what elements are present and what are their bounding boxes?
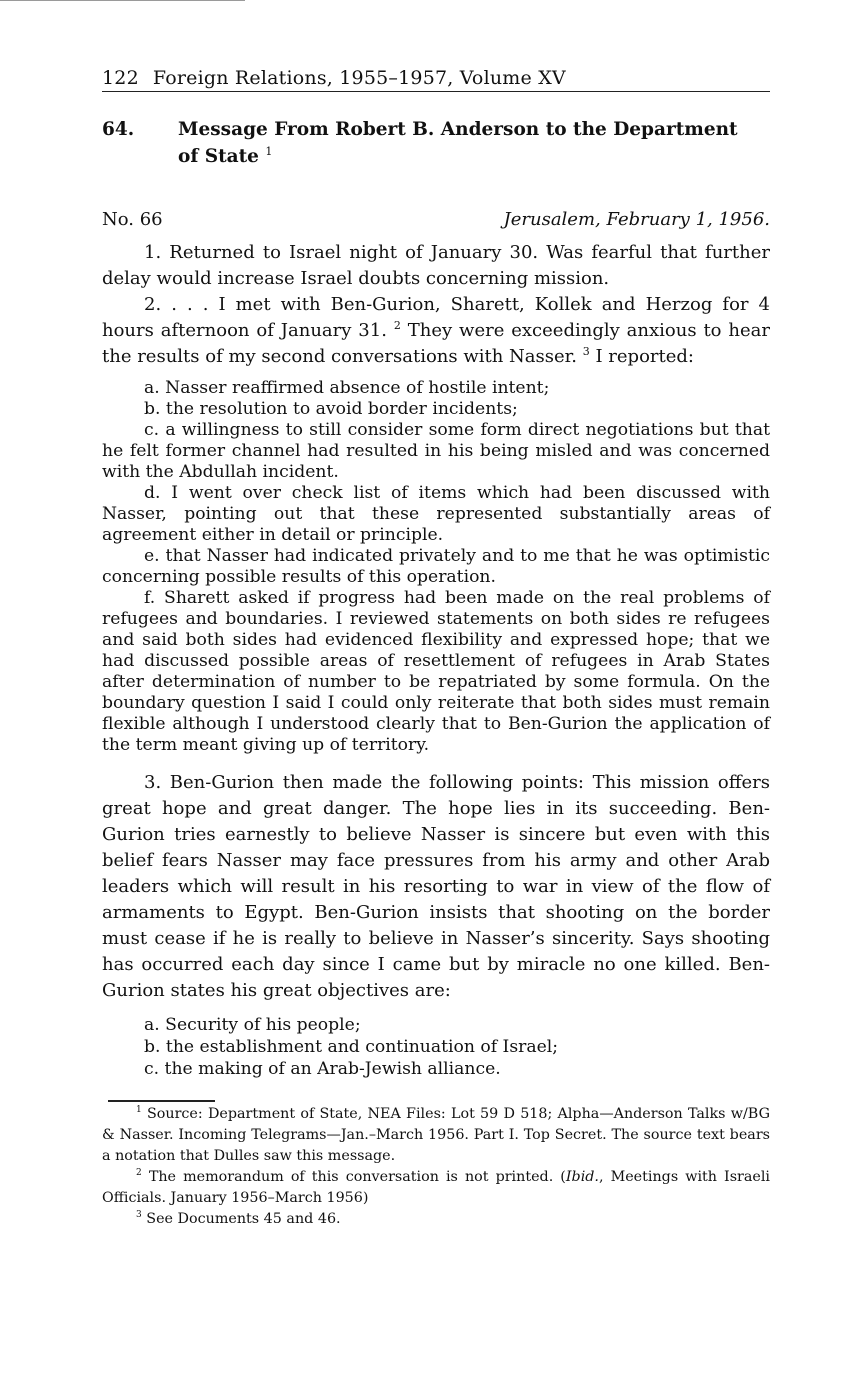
document-title-text: Message From Robert B. Anderson to the Department of State	[178, 119, 738, 167]
document-title	[178, 116, 758, 170]
running-head	[102, 66, 770, 92]
footnote-mark-1: 1	[136, 1104, 142, 1115]
list-item: a. Security of his people;	[144, 1015, 361, 1035]
paragraph-2-text-a: 2. . . . I met with Ben-Gurion, Sharett, Kollek and Herzog for 4 hours afternoon of January 31.	[102, 294, 770, 341]
footnote-divider	[108, 1100, 215, 1102]
footnote-mark-3: 3	[136, 1209, 142, 1220]
paragraph-3: 3. Ben-Gurion then made the following points: This mission offers great hope and great danger. The hope lies in its succeeding. Ben-Gurion tries earnestly to believe Nasser is sincere but even with this belief fears Nasser may face pressures from his army and other Arab leaders which will result in his resorting to war in view of the flow of armaments to Egypt. Ben-Gurion insists that shooting on the border must cease if he is really to believe in Nasser’s sincerity. Says shooting has occurred each day since I came but by miracle no one killed. Ben-Gurion states his great objectives are:	[102, 772, 770, 1001]
document-number: 64.	[102, 119, 135, 140]
series-title: Foreign Relations, 1955–1957, Volume XV	[152, 67, 566, 89]
list-item: d. I went over check list of items which had been discussed with Nasser, pointing out that these represented substantially areas of agreement either in detail or principle.	[102, 483, 770, 545]
footnote-ref-1: 1	[265, 144, 273, 158]
paragraph-2-text-b: They were exceedingly anxious to hear the results of my second conversations with Nasser.	[102, 320, 770, 367]
list-item: c. a willingness to still consider some form direct negotiations but that he felt former channel had resulted in his being misled and was concerned with the Abdullah incident.	[102, 420, 770, 482]
footnote-2-ibid: Ibid.	[565, 1168, 599, 1185]
footnote-2-text-a: The memorandum of this conversation is not printed. (	[148, 1168, 566, 1185]
reported-items-list	[102, 378, 770, 756]
document-heading	[102, 116, 770, 170]
footnote-3-text: See Documents 45 and 46.	[146, 1210, 341, 1227]
footnote-2	[102, 1167, 770, 1209]
footnote-ref-3: 3	[582, 345, 590, 358]
list-item: e. that Nasser had indicated privately and to me that he was optimistic concerning possible results of this operation.	[102, 546, 770, 587]
paragraph-1: 1. Returned to Israel night of January 30. Was fearful that further delay would increase Israel doubts concerning mission.	[102, 242, 770, 289]
place-date: Jerusalem, February 1, 1956.	[503, 209, 770, 230]
list-item: b. the establishment and continuation of Israel;	[144, 1037, 559, 1057]
footnote-1-text: Source: Department of State, NEA Files: Lot 59 D 518; Alpha—Anderson Talks w/BG & Nasser. Incoming Telegrams—Jan.–March 1956. Part I. Top Secret. The source text bears a notation that Dulles saw this message.	[102, 1105, 770, 1164]
page-number: 122	[102, 67, 139, 89]
scan-edge-line	[0, 0, 245, 1]
message-number: No. 66	[102, 209, 163, 230]
document-page	[102, 66, 770, 1230]
footnote-1	[102, 1104, 770, 1167]
footnote-2-text-b: , Meetings with Israeli Officials. January 1956–March 1956)	[102, 1168, 771, 1206]
dateline	[102, 208, 770, 232]
paragraph-2-text-c: I reported:	[589, 346, 694, 367]
list-item: a. Nasser reaffirmed absence of hostile intent;	[144, 378, 550, 398]
objectives-list	[102, 1014, 770, 1080]
footnote-mark-2: 2	[136, 1167, 142, 1178]
list-item: b. the resolution to avoid border incidents;	[144, 399, 518, 419]
footnote-3	[102, 1209, 770, 1230]
paragraph-2	[102, 292, 770, 370]
list-item: c. the making of an Arab-Jewish alliance.	[144, 1059, 501, 1079]
footnote-ref-2: 2	[393, 319, 401, 332]
list-item: f. Sharett asked if progress had been made on the real problems of refugees and boundaries. I reviewed statements on both sides re refugees and said both sides had evidenced flexibility and expressed hope; that we had discussed possible areas of resettlement of refugees in Arab States after determination of number to be repatriated by some formula. On the boundary question I said I could only reiterate that both sides must remain flexible although I understood clearly that to Ben-Gurion the application of the term meant giving up of territory.	[102, 588, 770, 755]
